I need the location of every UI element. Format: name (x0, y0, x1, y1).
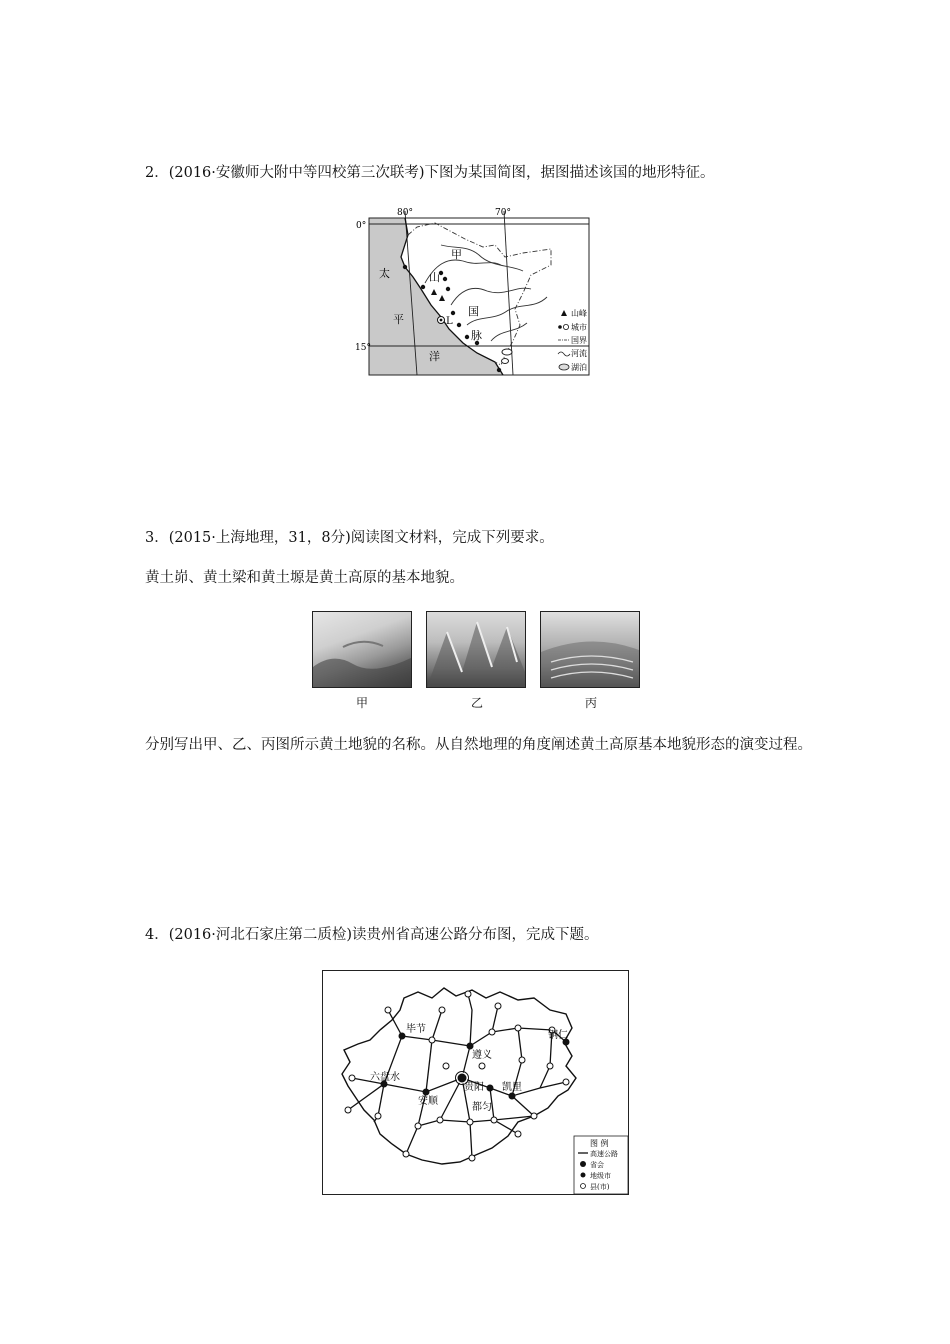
svg-text:国界: 国界 (571, 336, 587, 345)
map-legend (574, 1136, 628, 1194)
lake-icon (559, 364, 569, 370)
svg-text:城市: 城市 (571, 323, 587, 332)
mountain-char-1: 山 (429, 271, 440, 284)
city-label-guiyang: 贵阳 (464, 1082, 484, 1093)
city-label-tongren: 铜仁 (548, 1030, 568, 1041)
prefecture-icon (581, 1173, 586, 1178)
city-label-liupanshui: 六盘水 (370, 1072, 400, 1083)
city-label-anshun: 安顺 (418, 1096, 438, 1107)
svg-text:地级市: 地级市 (590, 1172, 611, 1180)
river (451, 288, 531, 305)
city-label-zunyi: 遵义 (472, 1050, 492, 1061)
photo-caption-jia: 甲 (355, 696, 368, 710)
svg-text:省会: 省会 (590, 1161, 604, 1169)
country-char-2: 国 (468, 305, 479, 318)
country-sketch-map (355, 205, 605, 380)
question-4-text: 4．(2016·河北石家庄第二质检)读贵州省高速公路分布图，完成下题。 (145, 927, 599, 943)
photo-caption-bing: 丙 (584, 696, 597, 710)
city-label-duyun: 都匀 (472, 1102, 492, 1113)
question-3-text: 3．(2015·上海地理，31，8分)阅读图文材料，完成下列要求。 (145, 530, 554, 546)
river (491, 323, 527, 341)
peak-icon (561, 310, 567, 316)
photo-caption-yi: 乙 (470, 696, 483, 710)
city-label-bijie: 毕节 (406, 1024, 426, 1035)
question-3-intro: 黄土峁、黄土梁和黄土塬是黄土高原的基本地貌。 (145, 570, 464, 586)
loess-photo-yi (426, 611, 526, 688)
country-char-1: 甲 (451, 248, 462, 261)
svg-text:山峰: 山峰 (571, 309, 587, 318)
loess-photo-jia (312, 611, 412, 688)
svg-text:湖泊: 湖泊 (571, 363, 587, 372)
question-2-text: 2．(2016·安徽师大附中等四校第三次联考)下图为某国简图，据图描述该国的地形特征。 (145, 165, 715, 181)
river-icon (558, 352, 570, 356)
ocean-char-1: 太 (379, 267, 390, 280)
lat-label-15: 15° (355, 343, 371, 353)
svg-text:县(市): 县(市) (590, 1183, 610, 1191)
loess-photo-bing (540, 611, 640, 688)
ocean-char-2: 平 (393, 313, 404, 326)
ocean-char-3: 洋 (429, 350, 440, 363)
peak-icon (431, 289, 437, 295)
capital-city-label: L (446, 316, 453, 327)
lon-label-70: 70° (495, 208, 511, 218)
mountain-char-2: 脉 (471, 329, 482, 342)
svg-text:高速公路: 高速公路 (590, 1150, 618, 1158)
lake (502, 359, 509, 364)
guizhou-highway-map (322, 970, 630, 1196)
map-legend (558, 308, 587, 372)
question-3-prompt: 分别写出甲、乙、丙图所示黄土地貌的名称。从自然地理的角度阐述黄土高原基本地貌形态的演变过程。 (145, 737, 812, 753)
lake (502, 349, 512, 355)
river (467, 297, 547, 325)
city-label-kaili: 凯里 (502, 1082, 522, 1093)
city-icon (563, 324, 568, 329)
svg-text:河流: 河流 (571, 349, 587, 358)
capital-icon (580, 1161, 586, 1167)
lon-label-80: 80° (397, 208, 413, 218)
svg-text:图 例: 图 例 (590, 1139, 609, 1148)
county-icon (581, 1184, 586, 1189)
peak-icon (439, 295, 445, 301)
lat-label-0: 0° (356, 221, 367, 231)
